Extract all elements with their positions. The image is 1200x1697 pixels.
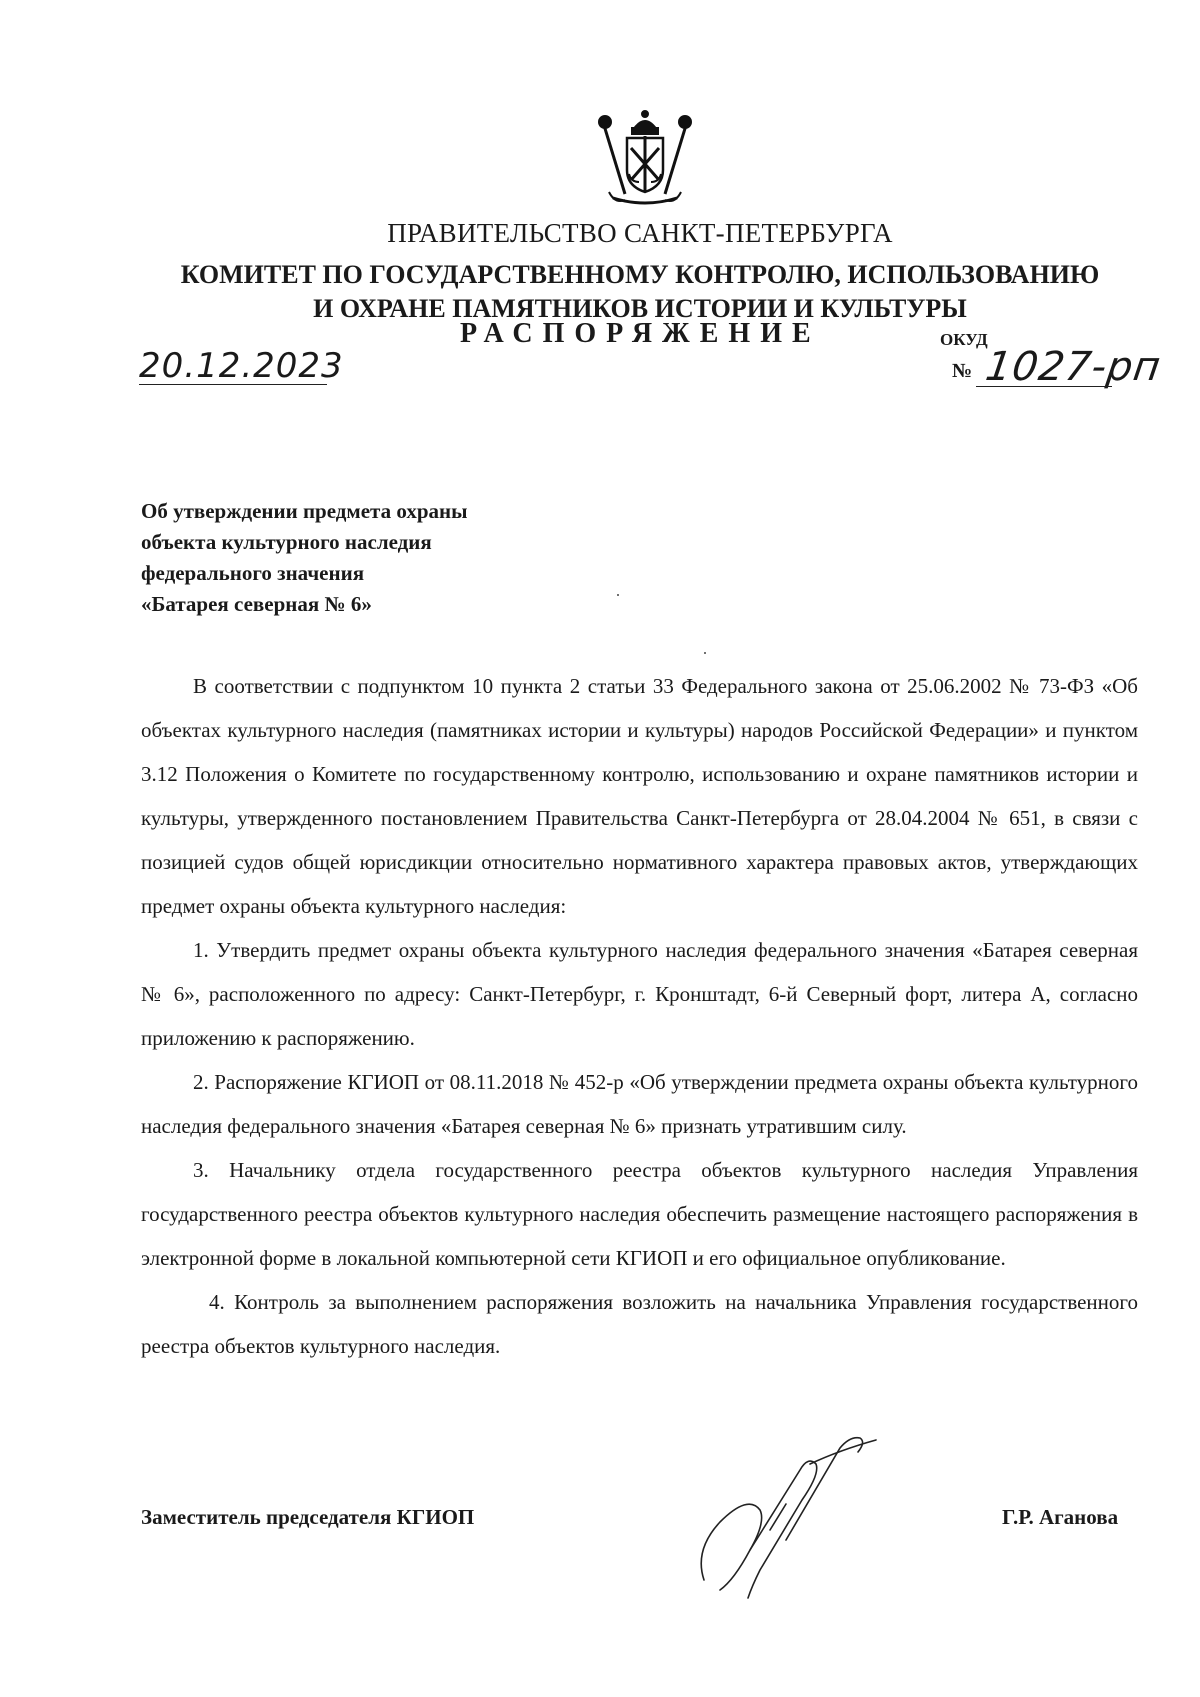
body-paragraph-item2: 2. Распоряжение КГИОП от 08.11.2018 № 452-р «Об утверждении предмета охраны объекта культурного наследия федерального значения «Батарея северная № 6» признать утратившим силу.	[141, 1070, 1138, 1138]
government-name: ПРАВИТЕЛЬСТВО САНКТ-ПЕТЕРБУРГА	[387, 218, 893, 248]
signatory-name: Г.Р. Аганова	[1002, 1505, 1119, 1529]
number-label: №	[952, 360, 973, 382]
body-paragraph-item1: 1. Утвердить предмет охраны объекта культурного наследия федерального значения «Батарея северная № 6», расположенного по адресу: Санкт-Петербург, г. Кронштадт, 6-й Северный форт, литера А, согласно приложению к распоряжению.	[141, 938, 1138, 1050]
coat-of-arms-emblem	[595, 108, 695, 210]
document-number: 1027-рп	[982, 344, 1165, 390]
committee-name-line2: И ОХРАНЕ ПАМЯТНИКОВ ИСТОРИИ И КУЛЬТУРЫ	[313, 294, 967, 323]
body-paragraph-intro: В соответствии с подпунктом 10 пункта 2 статьи 33 Федерального закона от 25.06.2002 № 73-ФЗ «Об объектах культурного наследия (памятниках истории и культуры) народов Российской Федерации» и пунктом 3.12 Положения о Комитете по государственному контролю, использованию и охране памятников истории и культуры, утвержденного постановлением Правительства Санкт-Петербурга от 28.04.2004 № 651, в связи с позицией судов общей юрисдикции относительно нормативного характера правовых актов, утверждающих предмет охраны объекта культурного наследия:	[141, 674, 1138, 918]
committee-name-line1: КОМИТЕТ ПО ГОСУДАРСТВЕННОМУ КОНТРОЛЮ, ИСПОЛЬЗОВАНИЮ	[180, 260, 1100, 289]
body-paragraph-item4: 4. Контроль за выполнением распоряжения возложить на начальника Управления государственного реестра объектов культурного наследия.	[141, 1290, 1138, 1358]
date-underline	[139, 384, 327, 385]
subject-line: Об утверждении предмета охраны	[141, 499, 468, 523]
subject-line: федерального значения	[141, 561, 365, 585]
signatory-title: Заместитель председателя КГИОП	[141, 1505, 475, 1529]
okud-label: ОКУД	[940, 330, 988, 349]
body-paragraph-item3: 3. Начальнику отдела государственного реестра объектов культурного наследия Управления государственного реестра объектов культурного наследия обеспечить размещение настоящего распоряжения в электронной форме в локальной компьютерной сети КГИОП и его официальное опубликование.	[141, 1158, 1138, 1270]
document-subject	[141, 496, 468, 620]
subject-line: «Батарея северная № 6»	[141, 592, 372, 616]
scan-speck	[617, 594, 619, 596]
number-underline	[976, 386, 1112, 387]
scan-speck	[704, 652, 706, 654]
handwritten-signature	[690, 1430, 890, 1600]
document-type: РАСПОРЯЖЕНИЕ	[460, 318, 821, 349]
committee-name	[40, 258, 1200, 326]
document-date: 20.12.2023	[139, 346, 344, 386]
document-body	[141, 664, 1138, 1368]
subject-line: объекта культурного наследия	[141, 530, 432, 554]
